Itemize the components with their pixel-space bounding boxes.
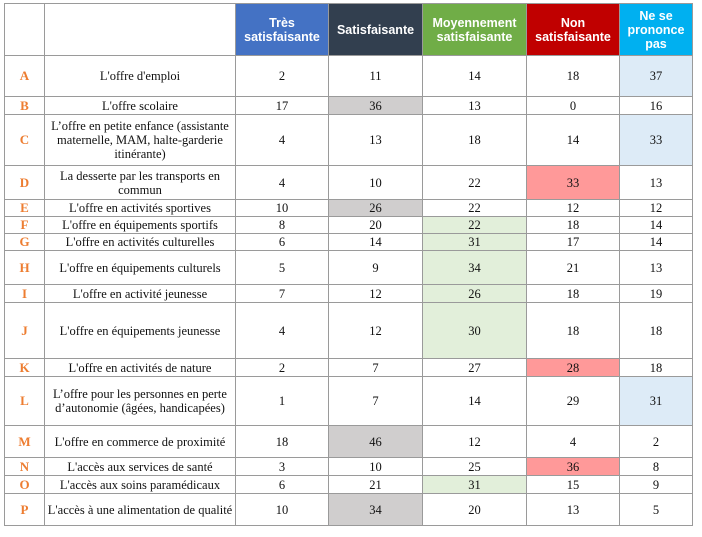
- row-letter: C: [5, 115, 45, 166]
- header-tres-satisfaisante: Très satisfaisante: [236, 4, 329, 56]
- row-letter: P: [5, 494, 45, 526]
- table-row: [5, 200, 693, 217]
- row-letter: D: [5, 166, 45, 200]
- survey-table: [4, 3, 693, 526]
- row-label: L'offre en équipements culturels: [45, 251, 236, 285]
- label-header-cell: [45, 4, 236, 56]
- value-cell: 0: [527, 97, 620, 115]
- row-label: L'offre en commerce de proximité: [45, 426, 236, 458]
- row-letter: O: [5, 476, 45, 494]
- value-cell: 14: [527, 115, 620, 166]
- value-cell: 20: [423, 494, 527, 526]
- table-row: [5, 217, 693, 234]
- row-label: L'accès aux services de santé: [45, 458, 236, 476]
- row-letter: H: [5, 251, 45, 285]
- table-row: [5, 476, 693, 494]
- value-cell: 37: [620, 56, 693, 97]
- value-cell: 13: [620, 166, 693, 200]
- value-cell: 14: [329, 234, 423, 251]
- value-cell: 31: [423, 234, 527, 251]
- table-row: [5, 458, 693, 476]
- value-cell: 4: [527, 426, 620, 458]
- row-letter: G: [5, 234, 45, 251]
- row-label: L'offre en activités culturelles: [45, 234, 236, 251]
- row-label: L'offre en activité jeunesse: [45, 285, 236, 303]
- table-row: [5, 359, 693, 377]
- value-cell: 14: [620, 234, 693, 251]
- value-cell: 21: [527, 251, 620, 285]
- value-cell: 5: [236, 251, 329, 285]
- value-cell: 11: [329, 56, 423, 97]
- value-cell: 4: [236, 303, 329, 359]
- row-letter: N: [5, 458, 45, 476]
- value-cell: 31: [620, 377, 693, 426]
- value-cell: 18: [236, 426, 329, 458]
- header-row: [5, 4, 693, 56]
- row-label: L'accès aux soins paramédicaux: [45, 476, 236, 494]
- table-row: [5, 56, 693, 97]
- value-cell: 18: [527, 303, 620, 359]
- value-cell: 34: [329, 494, 423, 526]
- value-cell: 28: [527, 359, 620, 377]
- value-cell: 3: [236, 458, 329, 476]
- header-satisfaisante: Satisfaisante: [329, 4, 423, 56]
- value-cell: 16: [620, 97, 693, 115]
- table-row: [5, 426, 693, 458]
- table-row: [5, 303, 693, 359]
- row-label: L'offre en activités sportives: [45, 200, 236, 217]
- row-label: L'accès à une alimentation de qualité: [45, 494, 236, 526]
- value-cell: 13: [527, 494, 620, 526]
- value-cell: 7: [329, 359, 423, 377]
- table-row: [5, 97, 693, 115]
- value-cell: 18: [423, 115, 527, 166]
- value-cell: 27: [423, 359, 527, 377]
- value-cell: 9: [329, 251, 423, 285]
- row-letter: L: [5, 377, 45, 426]
- table-row: [5, 494, 693, 526]
- table-row: [5, 251, 693, 285]
- value-cell: 22: [423, 166, 527, 200]
- row-letter: E: [5, 200, 45, 217]
- row-letter: J: [5, 303, 45, 359]
- value-cell: 31: [423, 476, 527, 494]
- value-cell: 25: [423, 458, 527, 476]
- value-cell: 13: [329, 115, 423, 166]
- value-cell: 4: [236, 166, 329, 200]
- value-cell: 10: [236, 200, 329, 217]
- value-cell: 14: [423, 56, 527, 97]
- value-cell: 8: [236, 217, 329, 234]
- value-cell: 18: [620, 303, 693, 359]
- row-letter: B: [5, 97, 45, 115]
- header-non-satisfaisante: Non satisfaisante: [527, 4, 620, 56]
- value-cell: 22: [423, 200, 527, 217]
- value-cell: 18: [527, 217, 620, 234]
- value-cell: 26: [423, 285, 527, 303]
- value-cell: 4: [236, 115, 329, 166]
- value-cell: 7: [236, 285, 329, 303]
- value-cell: 13: [423, 97, 527, 115]
- value-cell: 26: [329, 200, 423, 217]
- value-cell: 13: [620, 251, 693, 285]
- corner-cell: [5, 4, 45, 56]
- value-cell: 7: [329, 377, 423, 426]
- value-cell: 36: [329, 97, 423, 115]
- value-cell: 12: [423, 426, 527, 458]
- value-cell: 29: [527, 377, 620, 426]
- row-label: L’offre en petite enfance (assistante maternelle, MAM, halte-garderie itinérante): [45, 115, 236, 166]
- row-letter: M: [5, 426, 45, 458]
- value-cell: 18: [620, 359, 693, 377]
- value-cell: 17: [527, 234, 620, 251]
- row-label: La desserte par les transports en commun: [45, 166, 236, 200]
- row-label: L'offre en activités de nature: [45, 359, 236, 377]
- value-cell: 19: [620, 285, 693, 303]
- value-cell: 10: [236, 494, 329, 526]
- value-cell: 1: [236, 377, 329, 426]
- value-cell: 12: [329, 285, 423, 303]
- value-cell: 10: [329, 458, 423, 476]
- value-cell: 14: [620, 217, 693, 234]
- value-cell: 22: [423, 217, 527, 234]
- row-label: L'offre en équipements sportifs: [45, 217, 236, 234]
- table-row: [5, 285, 693, 303]
- value-cell: 36: [527, 458, 620, 476]
- value-cell: 6: [236, 476, 329, 494]
- value-cell: 18: [527, 56, 620, 97]
- value-cell: 2: [236, 56, 329, 97]
- value-cell: 33: [620, 115, 693, 166]
- value-cell: 20: [329, 217, 423, 234]
- value-cell: 21: [329, 476, 423, 494]
- value-cell: 15: [527, 476, 620, 494]
- row-label: L’offre pour les personnes en perte d’autonomie (âgées, handicapées): [45, 377, 236, 426]
- value-cell: 10: [329, 166, 423, 200]
- value-cell: 12: [620, 200, 693, 217]
- value-cell: 14: [423, 377, 527, 426]
- row-letter: F: [5, 217, 45, 234]
- row-letter: A: [5, 56, 45, 97]
- header-moyennement-satisfaisante: Moyennement satisfaisante: [423, 4, 527, 56]
- value-cell: 2: [620, 426, 693, 458]
- value-cell: 12: [329, 303, 423, 359]
- value-cell: 30: [423, 303, 527, 359]
- header-ne-se-prononce-pas: Ne se prononce pas: [620, 4, 693, 56]
- table-row: [5, 377, 693, 426]
- row-label: L'offre scolaire: [45, 97, 236, 115]
- value-cell: 8: [620, 458, 693, 476]
- value-cell: 2: [236, 359, 329, 377]
- row-label: L'offre d'emploi: [45, 56, 236, 97]
- table-row: [5, 115, 693, 166]
- row-letter: K: [5, 359, 45, 377]
- value-cell: 46: [329, 426, 423, 458]
- row-label: L'offre en équipements jeunesse: [45, 303, 236, 359]
- value-cell: 33: [527, 166, 620, 200]
- table-row: [5, 234, 693, 251]
- value-cell: 18: [527, 285, 620, 303]
- table-row: [5, 166, 693, 200]
- value-cell: 34: [423, 251, 527, 285]
- value-cell: 5: [620, 494, 693, 526]
- value-cell: 12: [527, 200, 620, 217]
- value-cell: 17: [236, 97, 329, 115]
- value-cell: 6: [236, 234, 329, 251]
- value-cell: 9: [620, 476, 693, 494]
- row-letter: I: [5, 285, 45, 303]
